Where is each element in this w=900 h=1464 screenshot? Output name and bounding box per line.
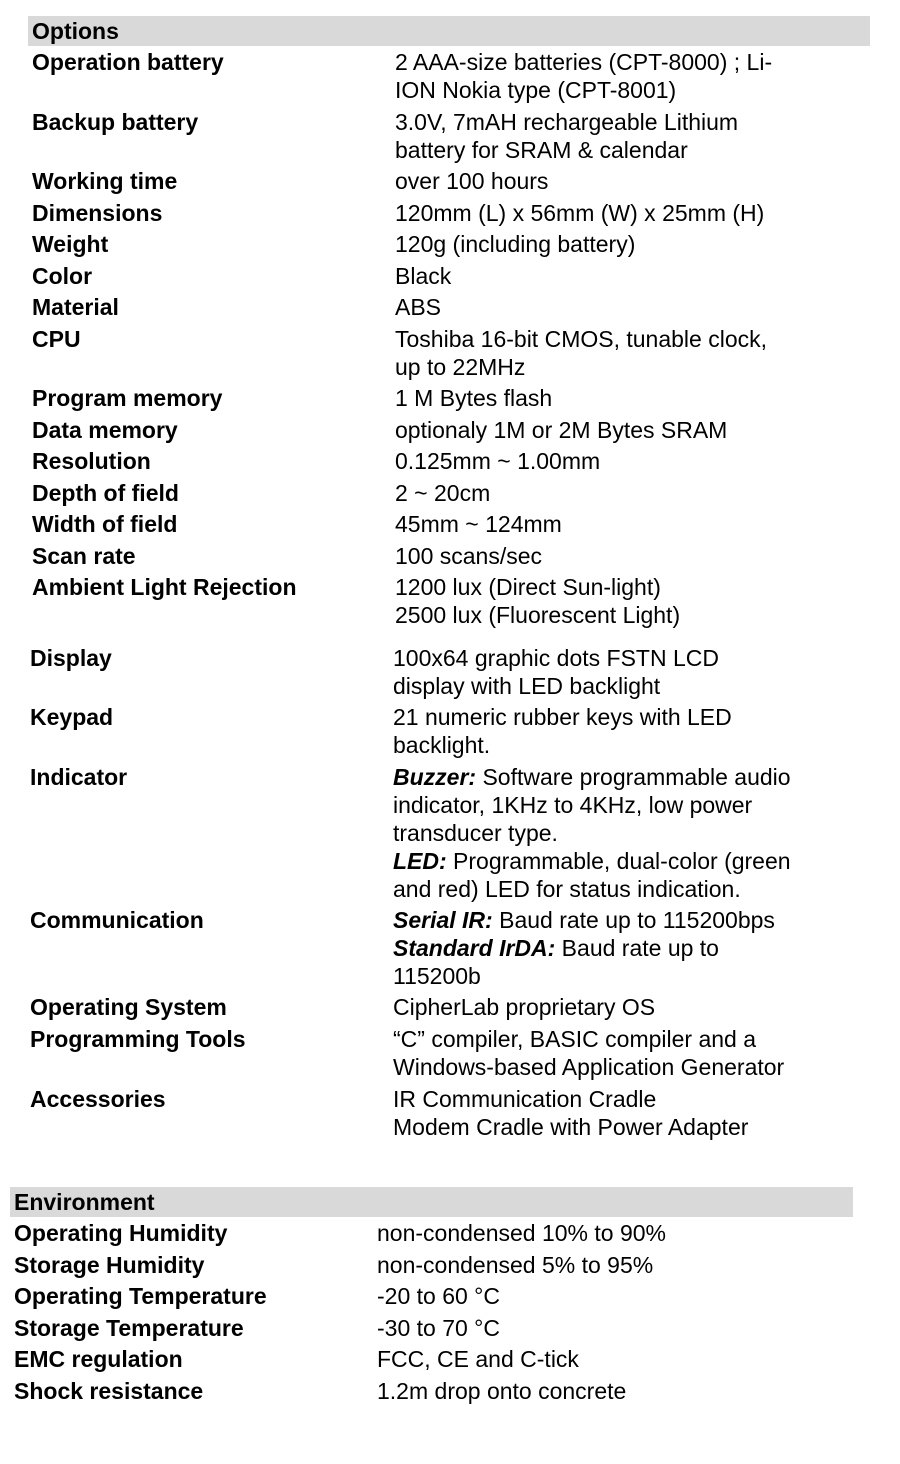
spec-value: over 100 hours [395,168,549,194]
spec-label: Programming Tools [30,1026,246,1052]
spec-value: Black [395,263,452,289]
spec-value: 2 ~ 20cm [395,480,491,506]
spec-value: 3.0V, 7mAH rechargeable Lithium battery for SRAM & calendar [395,109,739,163]
env-label: Shock resistance [14,1378,204,1404]
spec-label: Display [30,645,112,671]
spec-label: Depth of field [32,480,179,506]
env-label: EMC regulation [14,1346,183,1372]
spec-value: Toshiba 16-bit CMOS, tunable clock, up to 22MHz [395,326,768,380]
env-value: FCC, CE and C-tick [377,1346,579,1372]
spec-label: Operation battery [32,49,224,75]
spec-label: Accessories [30,1086,166,1112]
spec-label: Material [32,294,119,320]
spec-value: 21 numeric rubber keys with LED backlight. [393,704,732,758]
spec-label: Program memory [32,385,223,411]
env-value: 1.2m drop onto concrete [377,1378,627,1404]
env-label: Storage Humidity [14,1252,205,1278]
spec-label: Color [32,263,93,289]
spec-value: 1200 lux (Direct Sun-light) 2500 lux (Fluorescent Light) [395,574,681,628]
spec-label: Backup battery [32,109,199,135]
spec-value: 120g (including battery) [395,231,636,257]
spec-label: Ambient Light Rejection [32,574,297,600]
spec-value: 1 M Bytes flash [395,385,553,411]
spec-label: Resolution [32,448,151,474]
serial-ir-term: Serial IR: [393,907,493,933]
spec-value: 100 scans/sec [395,543,543,569]
spec-value: 2 AAA-size batteries (CPT-8000) ; Li- ION Nokia type (CPT-8001) [395,49,773,103]
spec-value: “C” compiler, BASIC compiler and a Windows-based Application Generator [393,1026,785,1080]
environment-heading: Environment [10,1187,853,1217]
spec-value: 120mm (L) x 56mm (W) x 25mm (H) [395,200,765,226]
spec-label: Working time [32,168,178,194]
spec-label: Dimensions [32,200,163,226]
spec-value: 45mm ~ 124mm [395,511,562,537]
spec-label: Width of field [32,511,178,537]
env-value: -30 to 70 °C [377,1315,500,1341]
spec-label: CPU [32,326,81,352]
spec-label: Keypad [30,704,114,730]
spec-label: Communication [30,907,204,933]
spec-label: Operating System [30,994,227,1020]
irda-term: Standard IrDA: [393,935,556,961]
spec-value: 100x64 graphic dots FSTN LCD display with LED backlight [393,645,719,699]
spec-value: 0.125mm ~ 1.00mm [395,448,601,474]
indicator-value: Buzzer: Software programmable audio indicator, 1KHz to 4KHz, low power transducer type. LED: Programmable, dual-color (green and red) LED for status indication. [393,764,791,902]
env-label: Operating Temperature [14,1283,267,1309]
spec-label: Indicator [30,764,128,790]
spec-label: Data memory [32,417,178,443]
env-value: non-condensed 5% to 95% [377,1252,654,1278]
spec-value: optionaly 1M or 2M Bytes SRAM [395,417,728,443]
env-label: Storage Temperature [14,1315,244,1341]
led-term: LED: [393,848,447,874]
env-value: -20 to 60 °C [377,1283,500,1309]
spec-label: Weight [32,231,109,257]
env-label: Operating Humidity [14,1220,228,1246]
spec-value: IR Communication Cradle Modem Cradle with Power Adapter [393,1086,749,1140]
spec-value: ABS [395,294,442,320]
spec-value: CipherLab proprietary OS [393,994,656,1020]
spec-label: Scan rate [32,543,136,569]
buzzer-term: Buzzer: [393,764,477,790]
communication-value: Serial IR: Baud rate up to 115200bps Standard IrDA: Baud rate up to 115200b [393,907,775,989]
env-value: non-condensed 10% to 90% [377,1220,666,1246]
options-heading: Options [28,16,870,46]
